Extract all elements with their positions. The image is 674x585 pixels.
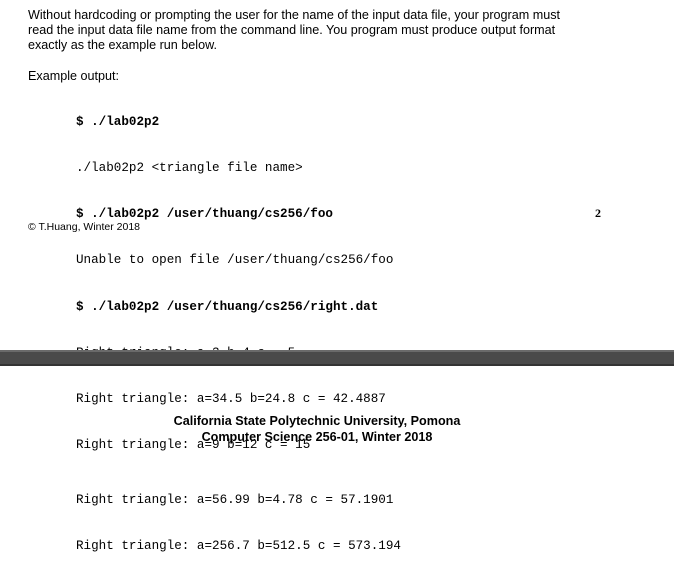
output-line: Right triangle: a=56.99 b=4.78 c = 57.1901: [76, 492, 394, 507]
university-title: California State Polytechnic University, Pomona: [173, 414, 461, 428]
intro-line: Without hardcoding or prompting the user for the name of the input data file, your program must: [28, 8, 561, 22]
output-line: Unable to open file /user/thuang/cs256/foo: [76, 253, 394, 268]
course-title: Computer Science 256-01, Winter 2018: [201, 429, 433, 444]
output-line: Right triangle: a=256.7 b=512.5 c = 573.194: [76, 539, 401, 554]
intro-line: exactly as the example run below.: [28, 38, 218, 53]
slide-header: [0, 414, 634, 445]
command-line: $ ./lab02p2 /user/thuang/cs256/foo: [76, 207, 333, 222]
continued-output-block: [76, 462, 401, 585]
slide-page-2: [0, 366, 674, 554]
intro-line: read the input data file name from the command line. You program must produce output format: [28, 23, 556, 38]
output-line: ./lab02p2 <triangle file name>: [76, 161, 303, 176]
copyright-footer: © T.Huang, Winter 2018: [28, 221, 141, 233]
intro-paragraph: [28, 8, 628, 54]
page-divider: [0, 350, 674, 366]
command-line: $ ./lab02p2: [76, 114, 160, 129]
output-line: Right triangle: a=34.5 b=24.8 c = 42.4887: [76, 392, 386, 407]
example-output-label: Example output:: [28, 69, 120, 83]
output-line: Right triangle: a=9 b=12 c = 15: [76, 438, 311, 453]
command-line: $ ./lab02p2 /user/thuang/cs256/right.dat: [76, 299, 379, 314]
page-number: 2: [595, 206, 601, 220]
